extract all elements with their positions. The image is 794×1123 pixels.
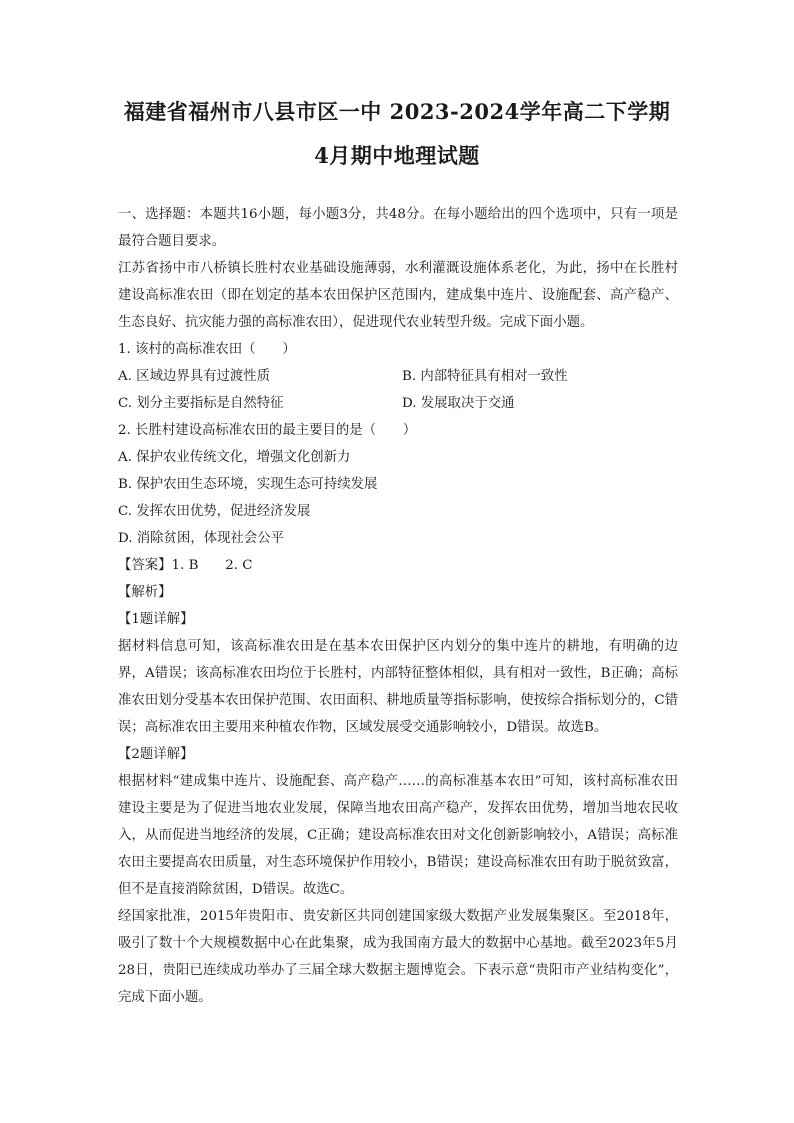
question-1-option-c: C. 划分主要指标是自然特征 [118,396,284,411]
question-1-stem: 1. 该村的高标准农田（ ） [118,342,296,357]
material-1: 江苏省扬中市八桥镇长胜村农业基础设施薄弱，水利灌溉设施体系老化，为此，扬中在长胜村建设高标准农田（即在划定的基本农田保护区范围内，建成集中连片、设施配套、高产稳产、生态良好、抗灾能力强的高标准农田），促进现代农业转型升级。完成下面小题。 [118,261,678,330]
question-2-option-a: A. 保护农业传统文化，增强文化创新力 [118,450,351,465]
question-1-option-a: A. 区域边界具有过渡性质 [118,369,271,384]
document-body [118,201,678,1011]
question-2-stem: 2. 长胜村建设高标准农田的最主要目的是（ ） [118,423,417,438]
question-2-option-c: C. 发挥农田优势，促进经济发展 [118,504,311,519]
section-intro: 一、选择题：本题共16小题，每小题3分，共48分。在每小题给出的四个选项中，只有一项是最符合题目要求。 [118,207,678,249]
detail-2-label: 【2题详解】 [118,747,194,762]
question-2-option-b: B. 保护农田生态环境，实现生态可持续发展 [118,477,378,492]
question-1-options-row-2 [118,390,678,417]
question-2-option-d: D. 消除贫困，体现社会公平 [118,531,285,546]
question-1-option-d: D. 发展取决于交通 [402,396,515,411]
question-1-options-row-1 [118,363,678,390]
detail-1-label: 【1题详解】 [118,612,194,627]
document-title-line1: 福建省福州市八县市区一中 2023-2024学年高二下学期 [123,99,671,124]
detail-2-text: 根据材料“建成集中连片、设施配套、高产稳产……的高标准基本农田”可知，该村高标准农田建设主要是为了促进当地农业发展，保障当地农田高产稳产，发挥农田优势，增加当地农民收入，从而促进当地经济的发展，C正确；建设高标准农田对文化创新影响较小，A错误；高标准农田主要提高农田质量，对生态环境保护作用较小，B错误；建设高标准农田有助于脱贫致富，但不是直接消除贫困，D错误。故选C。 [118,774,678,897]
analysis-label: 【解析】 [118,585,172,600]
document-title-line2: 4月期中地理试题 [314,143,480,168]
answer-line: 【答案】1. B 2. C [118,558,253,573]
material-2: 经国家批准，2015年贵阳市、贵安新区共同创建国家级大数据产业发展集聚区。至2018年，吸引了数十个大规模数据中心在此集聚，成为我国南方最大的数据中心基地。截至2023年5月28日，贵阳已连续成功举办了三届全球大数据主题博览会。下表示意“贵阳市产业结构变化”，完成下面小题。 [118,909,678,1005]
question-1-option-b: B. 内部特征具有相对一致性 [402,369,568,384]
detail-1-text: 据材料信息可知，该高标准农田是在基本农田保护区内划分的集中连片的耕地，有明确的边界，A错误；该高标准农田均位于长胜村，内部特征整体相似，具有相对一致性，B正确；高标准农田划分受基本农田保护范围、农田面积、耕地质量等指标影响，使按综合指标划分的，C错误；高标准农田主要用来种植农作物，区域发展受交通影响较小，D错误。故选B。 [118,639,678,735]
